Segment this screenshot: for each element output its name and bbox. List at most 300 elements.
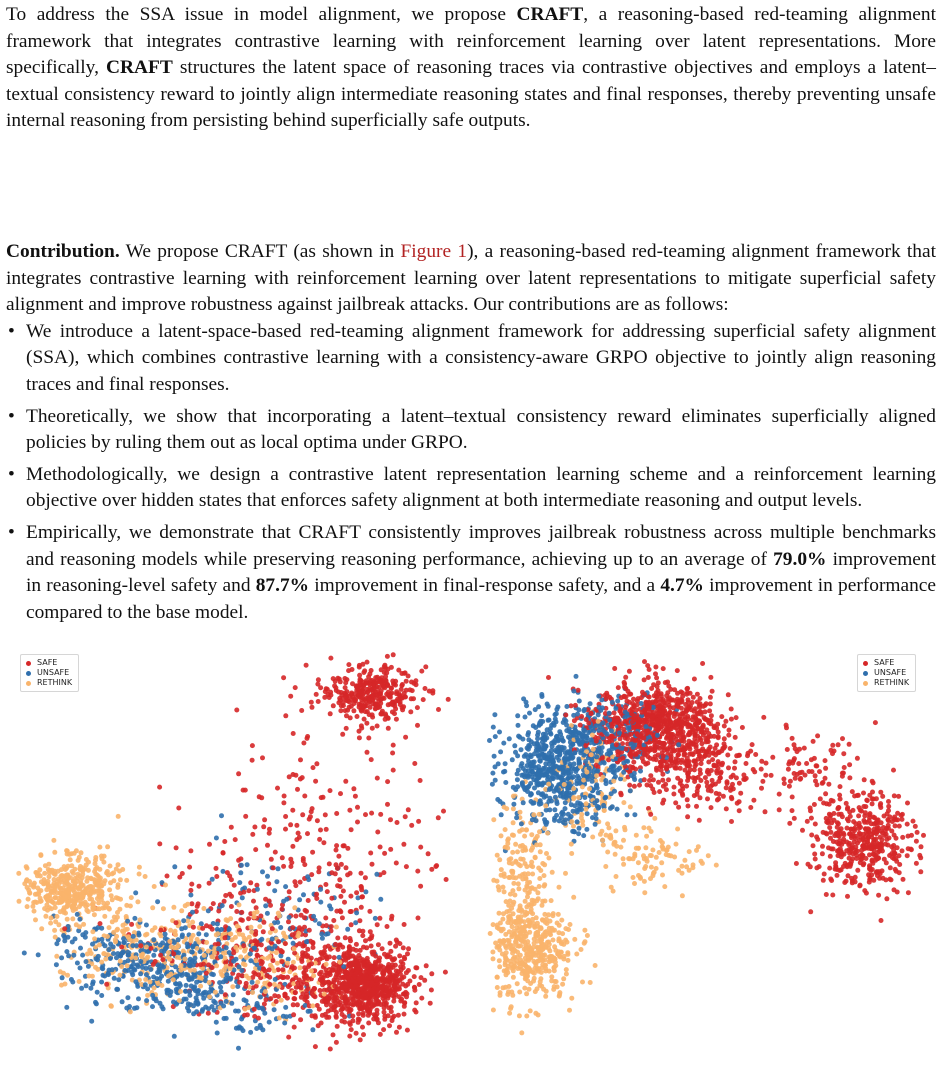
- scatter-point-safe: [724, 785, 729, 790]
- scatter-point-safe: [171, 951, 176, 956]
- scatter-point-safe: [341, 843, 346, 848]
- scatter-point-safe: [407, 979, 412, 984]
- scatter-point-safe: [884, 896, 889, 901]
- scatter-point-unsafe: [231, 992, 236, 997]
- scatter-point-unsafe: [227, 950, 232, 955]
- scatter-point-unsafe: [219, 813, 224, 818]
- scatter-point-safe: [370, 726, 375, 731]
- scatter-point-rethink: [230, 984, 235, 989]
- scatter-point-unsafe: [521, 800, 526, 805]
- scatter-point-rethink: [16, 871, 21, 876]
- scatter-point-safe: [197, 884, 202, 889]
- scatter-point-unsafe: [163, 932, 168, 937]
- scatter-point-safe: [759, 759, 764, 764]
- scatter-point-safe: [862, 888, 867, 893]
- scatter-point-safe: [356, 990, 361, 995]
- scatter-point-safe: [823, 791, 828, 796]
- scatter-point-safe: [400, 961, 405, 966]
- scatter-point-safe: [794, 861, 799, 866]
- scatter-point-safe: [334, 1040, 339, 1045]
- scatter-point-safe: [301, 741, 306, 746]
- scatter-point-rethink: [51, 838, 56, 843]
- scatter-point-rethink: [212, 950, 217, 955]
- scatter-point-safe: [389, 914, 394, 919]
- scatter-point-safe: [680, 793, 685, 798]
- scatter-point-safe: [188, 888, 193, 893]
- scatter-point-rethink: [161, 906, 166, 911]
- scatter-point-safe: [368, 929, 373, 934]
- reasoning-safety-value: 79.0%: [773, 548, 827, 570]
- scatter-point-safe: [342, 1014, 347, 1019]
- scatter-point-safe: [318, 950, 323, 955]
- scatter-point-safe: [393, 963, 398, 968]
- scatter-point-unsafe: [547, 718, 552, 723]
- scatter-point-rethink: [510, 850, 515, 855]
- scatter-point-rethink: [99, 960, 104, 965]
- scatter-point-safe: [642, 659, 647, 664]
- scatter-point-safe: [688, 691, 693, 696]
- scatter-point-rethink: [144, 956, 149, 961]
- scatter-point-safe: [354, 948, 359, 953]
- scatter-point-unsafe: [214, 1020, 219, 1025]
- scatter-point-unsafe: [310, 1027, 315, 1032]
- scatter-point-unsafe: [144, 998, 149, 1003]
- scatter-point-rethink: [44, 903, 49, 908]
- scatter-point-rethink: [257, 924, 262, 929]
- scatter-point-safe: [300, 812, 305, 817]
- scatter-point-safe: [661, 666, 666, 671]
- scatter-point-safe: [291, 731, 296, 736]
- scatter-point-unsafe: [186, 1009, 191, 1014]
- scatter-point-safe: [823, 758, 828, 763]
- scatter-point-rethink: [64, 880, 69, 885]
- performance-value: 4.7%: [660, 575, 704, 597]
- scatter-point-safe: [188, 848, 193, 853]
- scatter-point-rethink: [544, 851, 549, 856]
- scatter-point-rethink: [587, 786, 592, 791]
- scatter-point-safe: [648, 773, 653, 778]
- scatter-point-unsafe: [235, 984, 240, 989]
- scatter-point-unsafe: [166, 988, 171, 993]
- scatter-point-safe: [371, 950, 376, 955]
- scatter-point-safe: [808, 808, 813, 813]
- scatter-point-safe: [388, 847, 393, 852]
- scatter-point-unsafe: [193, 974, 198, 979]
- scatter-point-safe: [418, 778, 423, 783]
- scatter-point-safe: [355, 714, 360, 719]
- scatter-point-rethink: [207, 980, 212, 985]
- scatter-point-safe: [214, 874, 219, 879]
- scatter-point-safe: [366, 1021, 371, 1026]
- scatter-point-safe: [309, 956, 314, 961]
- scatter-point-unsafe: [237, 880, 242, 885]
- scatter-point-safe: [250, 743, 255, 748]
- scatter-point-rethink: [530, 864, 535, 869]
- scatter-point-safe: [328, 711, 333, 716]
- scatter-point-safe: [805, 819, 810, 824]
- scatter-point-rethink: [519, 1030, 524, 1035]
- scatter-point-unsafe: [71, 953, 76, 958]
- scatter-point-unsafe: [178, 983, 183, 988]
- scatter-point-unsafe: [95, 990, 100, 995]
- scatter-point-safe: [419, 669, 424, 674]
- scatter-point-safe: [351, 987, 356, 992]
- scatter-point-safe: [365, 1008, 370, 1013]
- scatter-point-rethink: [287, 969, 292, 974]
- scatter-point-safe: [346, 668, 351, 673]
- scatter-point-safe: [787, 784, 792, 789]
- scatter-point-unsafe: [133, 979, 138, 984]
- scatter-point-safe: [720, 761, 725, 766]
- scatter-point-safe: [387, 985, 392, 990]
- scatter-point-rethink: [213, 990, 218, 995]
- scatter-point-rethink: [523, 899, 528, 904]
- scatter-point-safe: [386, 993, 391, 998]
- scatter-point-safe: [294, 823, 299, 828]
- scatter-point-unsafe: [510, 757, 515, 762]
- scatter-point-rethink: [192, 968, 197, 973]
- scatter-point-safe: [770, 755, 775, 760]
- scatter-point-rethink: [265, 956, 270, 961]
- scatter-point-safe: [261, 824, 266, 829]
- scatter-point-safe: [311, 765, 316, 770]
- scatter-point-rethink: [643, 845, 648, 850]
- scatter-point-safe: [280, 967, 285, 972]
- scatter-point-safe: [349, 827, 354, 832]
- scatter-point-rethink: [614, 874, 619, 879]
- scatter-point-rethink: [119, 964, 124, 969]
- scatter-point-unsafe: [64, 949, 69, 954]
- scatter-point-safe: [732, 766, 737, 771]
- scatter-point-rethink: [297, 965, 302, 970]
- scatter-point-safe: [879, 918, 884, 923]
- scatter-point-rethink: [87, 974, 92, 979]
- scatter-point-rethink: [116, 814, 121, 819]
- scatter-point-safe: [298, 1017, 303, 1022]
- scatter-point-safe: [237, 980, 242, 985]
- scatter-point-rethink: [107, 887, 112, 892]
- scatter-point-safe: [380, 678, 385, 683]
- scatter-point-unsafe: [276, 866, 281, 871]
- scatter-point-unsafe: [261, 1007, 266, 1012]
- scatter-point-rethink: [550, 870, 555, 875]
- scatter-point-safe: [386, 726, 391, 731]
- scatter-point-safe: [359, 905, 364, 910]
- scatter-point-rethink: [68, 857, 73, 862]
- scatter-point-safe: [323, 916, 328, 921]
- scatter-point-unsafe: [258, 995, 263, 1000]
- scatter-point-safe: [377, 692, 382, 697]
- scatter-point-safe: [350, 681, 355, 686]
- scatter-point-rethink: [124, 914, 129, 919]
- scatter-point-rethink: [93, 855, 98, 860]
- scatter-point-rethink: [84, 908, 89, 913]
- scatter-point-safe: [356, 689, 361, 694]
- scatter-point-safe: [394, 938, 399, 943]
- figure-1-link[interactable]: Figure 1: [400, 241, 468, 262]
- scatter-point-safe: [119, 945, 124, 950]
- scatter-point-safe: [315, 818, 320, 823]
- scatter-point-safe: [356, 1017, 361, 1022]
- scatter-point-safe: [422, 978, 427, 983]
- scatter-point-unsafe: [224, 972, 229, 977]
- scatter-point-rethink: [105, 844, 110, 849]
- scatter-point-rethink: [568, 922, 573, 927]
- scatter-point-safe: [840, 736, 845, 741]
- scatter-point-safe: [379, 991, 384, 996]
- scatter-point-safe: [241, 890, 246, 895]
- scatter-point-rethink: [276, 984, 281, 989]
- scatter-point-safe: [276, 939, 281, 944]
- scatter-point-safe: [354, 1031, 359, 1036]
- scatter-point-safe: [725, 781, 730, 786]
- scatter-point-safe: [328, 656, 333, 661]
- scatter-point-rethink: [99, 894, 104, 899]
- scatter-point-safe: [444, 877, 449, 882]
- scatter-point-safe: [348, 936, 353, 941]
- scatter-point-unsafe: [270, 946, 275, 951]
- scatter-point-safe: [671, 792, 676, 797]
- scatter-point-safe: [332, 984, 337, 989]
- scatter-point-safe: [900, 817, 905, 822]
- scatter-point-safe: [275, 786, 280, 791]
- figure-1: [0, 640, 942, 1078]
- scatter-point-safe: [187, 865, 192, 870]
- scatter-point-safe: [339, 1019, 344, 1024]
- scatter-point-rethink: [190, 920, 195, 925]
- scatter-point-safe: [642, 677, 647, 682]
- scatter-point-safe: [403, 984, 408, 989]
- scatter-point-rethink: [566, 927, 571, 932]
- scatter-point-safe: [734, 753, 739, 758]
- scatter-point-safe: [366, 736, 371, 741]
- scatter-point-unsafe: [206, 908, 211, 913]
- scatter-point-safe: [847, 841, 852, 846]
- scatter-point-safe: [290, 844, 295, 849]
- scatter-point-unsafe: [228, 975, 233, 980]
- scatter-point-rethink: [235, 924, 240, 929]
- scatter-point-safe: [288, 857, 293, 862]
- scatter-point-rethink: [535, 834, 540, 839]
- scatter-point-safe: [685, 814, 690, 819]
- scatter-point-safe: [250, 758, 255, 763]
- scatter-point-safe: [563, 713, 568, 718]
- scatter-point-unsafe: [220, 903, 225, 908]
- scatter-point-unsafe: [88, 986, 93, 991]
- scatter-point-safe: [325, 973, 330, 978]
- scatter-point-rethink: [113, 939, 118, 944]
- scatter-point-safe: [573, 703, 578, 708]
- scatter-point-safe: [388, 966, 393, 971]
- scatter-point-unsafe: [270, 937, 275, 942]
- scatter-point-unsafe: [513, 750, 518, 755]
- scatter-point-safe: [313, 1044, 318, 1049]
- scatter-point-unsafe: [219, 927, 224, 932]
- scatter-point-safe: [408, 687, 413, 692]
- scatter-point-safe: [412, 1008, 417, 1013]
- scatter-point-unsafe: [255, 1001, 260, 1006]
- scatter-point-safe: [402, 955, 407, 960]
- scatter-point-safe: [401, 842, 406, 847]
- scatter-point-rethink: [49, 899, 54, 904]
- scatter-point-safe: [302, 915, 307, 920]
- scatter-point-rethink: [201, 906, 206, 911]
- scatter-point-rethink: [524, 1014, 529, 1019]
- scatter-point-rethink: [560, 982, 565, 987]
- scatter-point-rethink: [173, 932, 178, 937]
- scatter-point-unsafe: [575, 819, 580, 824]
- scatter-point-safe: [338, 1000, 343, 1005]
- scatter-point-safe: [400, 707, 405, 712]
- scatter-point-safe: [413, 965, 418, 970]
- scatter-point-unsafe: [501, 770, 506, 775]
- scatter-point-unsafe: [373, 916, 378, 921]
- scatter-point-rethink: [576, 795, 581, 800]
- scatter-point-safe: [382, 1001, 387, 1006]
- scatter-point-safe: [285, 975, 290, 980]
- scatter-point-safe: [298, 880, 303, 885]
- scatter-point-safe: [302, 794, 307, 799]
- scatter-point-safe: [311, 945, 316, 950]
- scatter-point-rethink: [658, 838, 663, 843]
- scatter-point-safe: [385, 779, 390, 784]
- scatter-point-unsafe: [118, 954, 123, 959]
- scatter-point-rethink: [59, 891, 64, 896]
- scatter-point-safe: [409, 823, 414, 828]
- scatter-point-rethink: [97, 943, 102, 948]
- scatter-point-safe: [343, 779, 348, 784]
- scatter-point-rethink: [537, 876, 542, 881]
- scatter-point-safe: [268, 903, 273, 908]
- scatter-point-safe: [280, 949, 285, 954]
- scatter-point-safe: [239, 910, 244, 915]
- scatter-point-rethink: [63, 867, 68, 872]
- scatter-point-unsafe: [234, 957, 239, 962]
- scatter-point-safe: [358, 677, 363, 682]
- scatter-point-rethink: [543, 994, 548, 999]
- scatter-point-rethink: [652, 816, 657, 821]
- scatter-point-safe: [373, 706, 378, 711]
- scatter-point-safe: [759, 786, 764, 791]
- scatter-point-rethink: [68, 898, 73, 903]
- scatter-point-safe: [408, 709, 413, 714]
- scatter-point-unsafe: [131, 962, 136, 967]
- scatter-point-safe: [280, 959, 285, 964]
- scatter-point-rethink: [59, 983, 64, 988]
- scatter-point-unsafe: [127, 1004, 132, 1009]
- scatter-point-safe: [412, 988, 417, 993]
- scatter-point-safe: [390, 679, 395, 684]
- list-item: • Empirically, we demonstrate that CRAFT consistently improves jailbreak robustness across multiple benchmarks and reasoning models while preserving reasoning performance, achieving up to an average of 79.0% improvement in reasoning-level safety and 87.7% improvement in final-response safety, and a 4.7% improvement in performance compared to the base model.: [8, 521, 937, 623]
- scatter-point-rethink: [540, 903, 545, 908]
- scatter-point-rethink: [528, 1008, 533, 1013]
- scatter-point-safe: [329, 896, 334, 901]
- scatter-point-safe: [349, 691, 354, 696]
- scatter-point-rethink: [582, 928, 587, 933]
- scatter-point-rethink: [77, 979, 82, 984]
- scatter-point-safe: [351, 786, 356, 791]
- scatter-point-safe: [648, 812, 653, 817]
- scatter-point-unsafe: [337, 955, 342, 960]
- scatter-point-unsafe: [281, 899, 286, 904]
- scatter-point-safe: [378, 845, 383, 850]
- scatter-point-safe: [729, 717, 734, 722]
- scatter-point-safe: [360, 1001, 365, 1006]
- scatter-point-safe: [334, 848, 339, 853]
- scatter-point-unsafe: [111, 944, 116, 949]
- scatter-point-rethink: [507, 1011, 512, 1016]
- scatter-point-rethink: [148, 979, 153, 984]
- scatter-point-safe: [256, 1016, 261, 1021]
- scatter-point-safe: [254, 905, 259, 910]
- scatter-point-rethink: [590, 835, 595, 840]
- scatter-point-safe: [889, 829, 894, 834]
- scatter-point-safe: [359, 895, 364, 900]
- scatter-point-safe: [896, 794, 901, 799]
- scatter-point-safe: [304, 988, 309, 993]
- scatter-point-safe: [847, 742, 852, 747]
- scatter-point-safe: [838, 784, 843, 789]
- scatter-point-safe: [222, 899, 227, 904]
- scatter-point-unsafe: [154, 976, 159, 981]
- scatter-point-safe: [700, 661, 705, 666]
- scatter-point-rethink: [641, 825, 646, 830]
- scatter-point-safe: [340, 732, 345, 737]
- scatter-point-rethink: [237, 932, 242, 937]
- scatter-point-unsafe: [491, 725, 496, 730]
- scatter-point-unsafe: [161, 965, 166, 970]
- scatter-point-rethink: [24, 877, 29, 882]
- scatter-point-safe: [315, 1003, 320, 1008]
- scatter-point-rethink: [334, 925, 339, 930]
- scatter-point-safe: [313, 779, 318, 784]
- scatter-point-rethink: [144, 932, 149, 937]
- scatter-point-safe: [298, 757, 303, 762]
- scatter-point-rethink: [99, 889, 104, 894]
- scatter-point-rethink: [490, 950, 495, 955]
- scatter-point-safe: [314, 892, 319, 897]
- scatter-point-safe: [387, 1023, 392, 1028]
- scatter-point-rethink: [276, 911, 281, 916]
- scatter-point-safe: [387, 694, 392, 699]
- scatter-point-safe: [900, 812, 905, 817]
- scatter-point-rethink: [77, 866, 82, 871]
- scatter-point-safe: [576, 688, 581, 693]
- scatter-point-safe: [206, 1011, 211, 1016]
- scatter-point-safe: [259, 942, 264, 947]
- scatter-point-safe: [176, 806, 181, 811]
- scatter-point-unsafe: [237, 1024, 242, 1029]
- scatter-point-rethink: [65, 973, 70, 978]
- scatter-point-safe: [345, 846, 350, 851]
- scatter-point-safe: [240, 918, 245, 923]
- scatter-point-safe: [790, 808, 795, 813]
- scatter-point-rethink: [81, 902, 86, 907]
- scatter-point-safe: [337, 970, 342, 975]
- scatter-point-rethink: [237, 902, 242, 907]
- scatter-point-safe: [391, 768, 396, 773]
- scatter-point-rethink: [611, 889, 616, 894]
- scatter-point-rethink: [85, 875, 90, 880]
- scatter-point-safe: [299, 708, 304, 713]
- scatter-point-rethink: [564, 972, 569, 977]
- scatter-point-safe: [382, 1017, 387, 1022]
- scatter-point-unsafe: [224, 945, 229, 950]
- scatter-point-unsafe: [224, 999, 229, 1004]
- scatter-point-rethink: [179, 963, 184, 968]
- scatter-point-safe: [759, 767, 764, 772]
- scatter-point-safe: [322, 695, 327, 700]
